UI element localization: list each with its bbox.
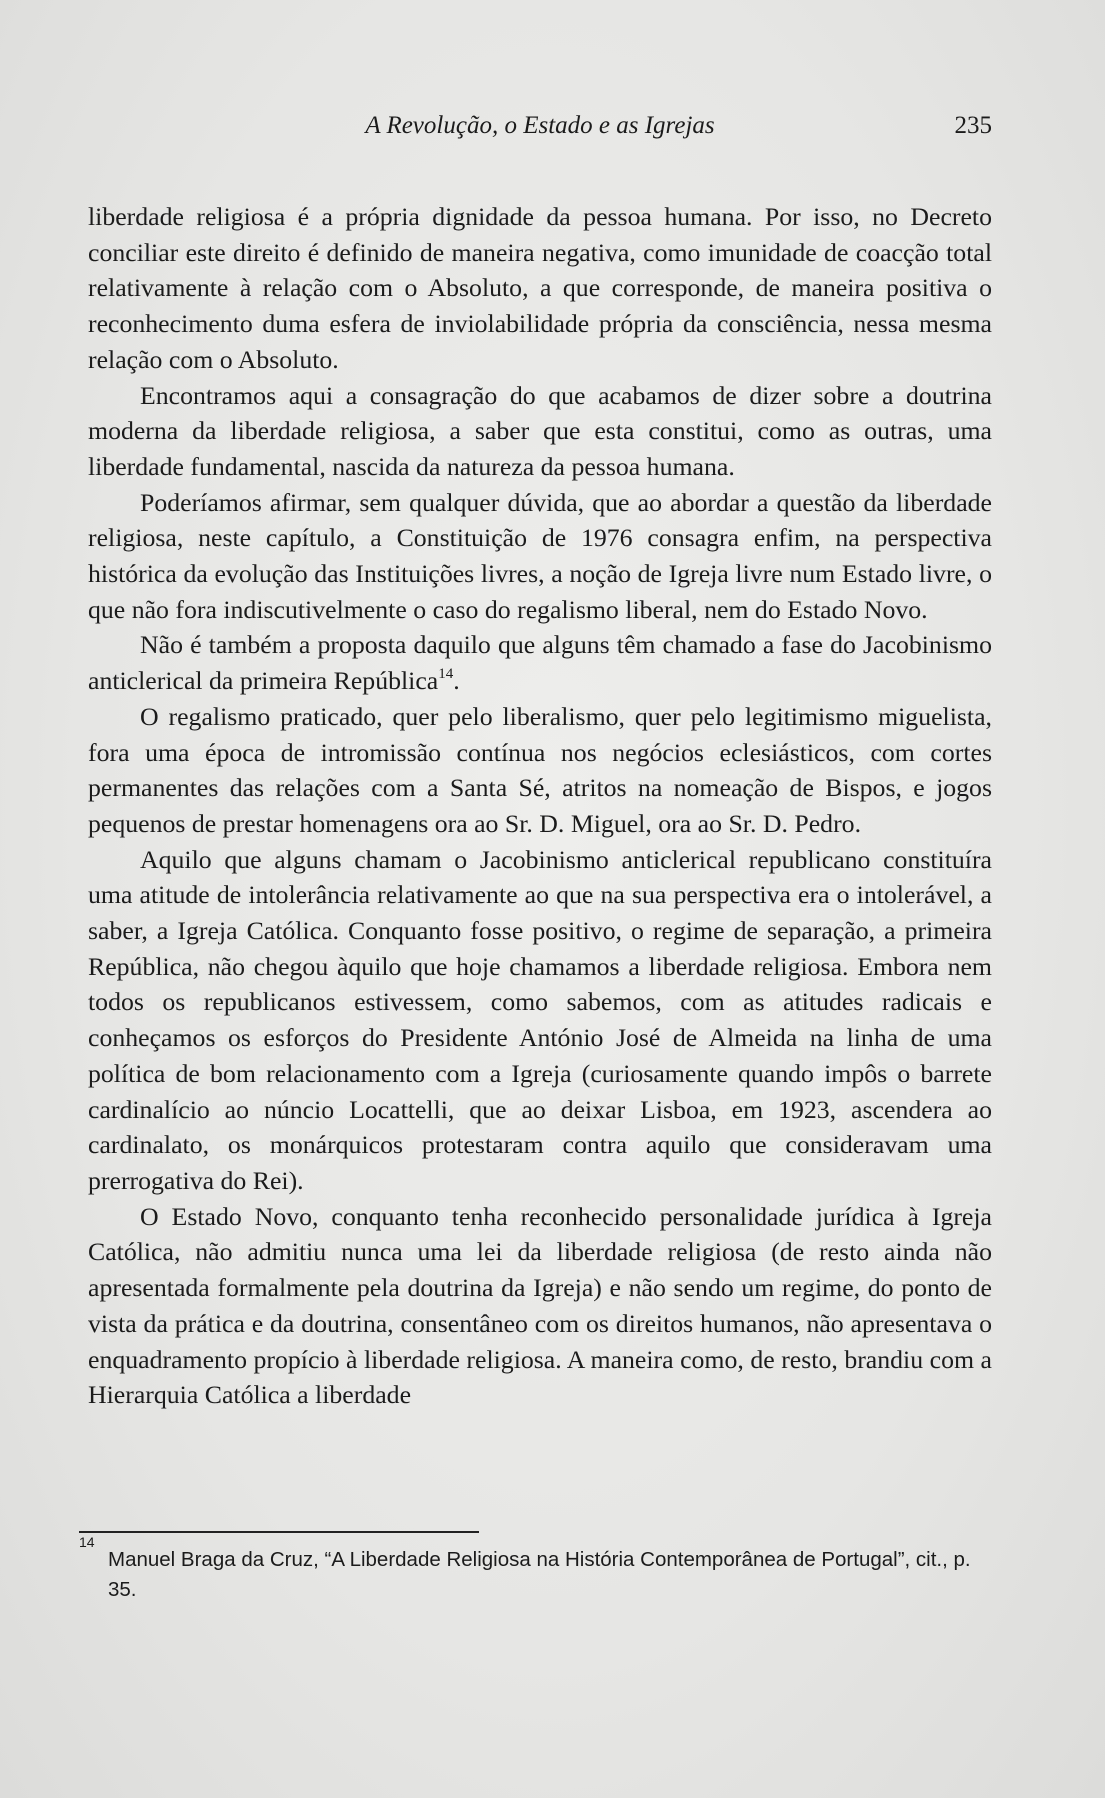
footnote-divider — [79, 1531, 479, 1533]
paragraph-6: Aquilo que alguns chamam o Jacobinismo anticlerical republicano constituíra uma atitude de intolerância relativamente ao que na sua perspectiva era o intolerável, a saber, a Igreja Católica. Conquanto fosse positivo, o regime de separação, a primeira República, não chegou àquilo que hoje chamamos a liberdade religiosa. Embora nem todos os republicanos estivessem, como sabemos, com as atitudes radicais e conheçamos os esforços do Presidente António José de Almeida na linha de uma política de bom relacionamento com a Igreja (curiosamente quando impôs o barrete cardinalício ao núncio Locattelli, que ao deixar Lisboa, em 1923, ascendera ao cardinalato, os monárquicos protestaram contra aquilo que consideravam uma prerrogativa do Rei). — [88, 844, 992, 1195]
footnote-number: 14 — [79, 1534, 95, 1550]
paragraph-4-text: Não é também a proposta daquilo que alguns têm chamado a fase do Jacobinismo anticlerical da primeira República — [88, 630, 992, 696]
paragraph-7: O Estado Novo, conquanto tenha reconhecido personalidade jurídica à Igreja Católica, não admitiu nunca uma lei da liberdade religiosa (de resto ainda não apresentada formalmente pela doutrina da Igreja) e não sendo um regime, do ponto de vista da prática e da doutrina, consentâneo com os direitos humanos, não apresentava o enquadramento propício à liberdade religiosa. A maneira como, de resto, brandiu com a Hierarquia Católica a liberdade — [88, 1201, 992, 1410]
footnote-reference: 14 — [438, 666, 454, 683]
running-head — [88, 112, 992, 142]
footnote — [79, 1534, 995, 1605]
footnote-text: Manuel Braga da Cruz, “A Liberdade Religiosa na História Contemporânea de Portugal”, cit., p. 35. — [108, 1548, 971, 1601]
page-number: 235 — [954, 112, 992, 139]
paragraph-2: Encontramos aqui a consagração do que acabamos de dizer sobre a doutrina moderna da liberdade religiosa, a saber que esta constitui, como as outras, uma liberdade fundamental, nascida da natureza da pessoa humana. — [88, 380, 992, 481]
paragraph-5: O regalismo praticado, quer pelo liberalismo, quer pelo legitimismo miguelista, fora uma época de intromissão contínua nos negócios eclesiásticos, com cortes permanentes das relações com a Santa Sé, atritos na nomeação de Bispos, e jogos pequenos de prestar homenagens ora ao Sr. D. Miguel, ora ao Sr. D. Pedro. — [88, 701, 992, 838]
paragraph-4 — [88, 627, 992, 698]
paragraph-4-end: . — [453, 666, 460, 696]
running-title: A Revolução, o Estado e as Igrejas — [365, 112, 715, 139]
body-text — [88, 199, 992, 1413]
paragraph-3: Poderíamos afirmar, sem qualquer dúvida, que ao abordar a questão da liberdade religiosa, neste capítulo, a Constituição de 1976 consagra enfim, na perspectiva histórica da evolução das Instituições livres, a noção de Igreja livre num Estado livre, o que não fora indiscutivelmente o caso do regalismo liberal, nem do Estado Novo. — [88, 487, 992, 624]
paragraph-1: liberdade religiosa é a própria dignidade da pessoa humana. Por isso, no Decreto conciliar este direito é definido de maneira negativa, como imunidade de coacção total relativamente à relação com o Absoluto, a que corresponde, de maneira positiva o reconhecimento duma esfera de inviolabilidade própria da consciência, nessa mesma relação com o Absoluto. — [88, 202, 992, 374]
